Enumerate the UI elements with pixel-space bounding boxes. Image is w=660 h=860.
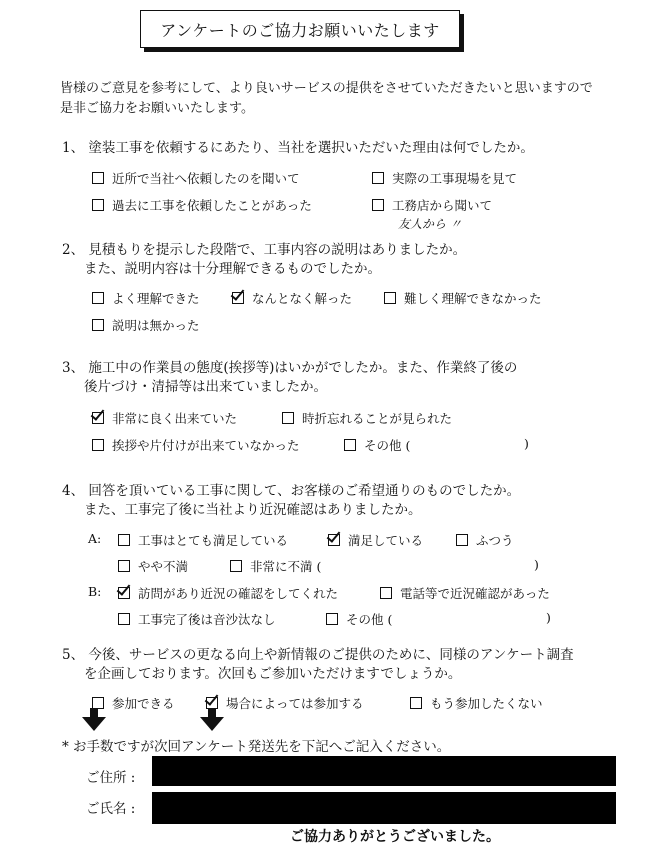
name-field-redacted[interactable]	[152, 792, 616, 824]
q2-option-1[interactable]: よく理解できた	[92, 289, 200, 307]
checkbox[interactable]	[118, 560, 130, 572]
q4-b-option-3[interactable]: 工事完了後は音沙汰なし	[118, 610, 276, 628]
q1-handwritten-note: 友人から 〃	[398, 217, 462, 231]
address-label: ご住所 :	[86, 770, 136, 786]
checkbox[interactable]	[118, 613, 130, 625]
q3-option-other[interactable]: その他 (	[344, 436, 410, 454]
q1-label: 1、 塗装工事を依頼するにあたり、当社を選択いただいた理由は何でしたか。	[62, 140, 534, 156]
checkbox-checked[interactable]	[118, 587, 130, 599]
intro-line-1: 皆様のご意見を参考にして、より良いサービスの提供をさせていただきたいと思いますので	[60, 81, 593, 96]
q4-b-label: B:	[88, 584, 102, 599]
checkbox[interactable]	[372, 199, 384, 211]
q3-option-1[interactable]: 非常に良く出来ていた	[92, 409, 237, 427]
name-label: ご氏名 :	[86, 801, 136, 817]
q4-a-label: A:	[88, 531, 102, 546]
address-note: * お手数ですが次回アンケート発送先を下記へご記入ください。	[62, 739, 451, 755]
q1-option-1[interactable]: 近所で当社へ依頼したのを聞いて	[92, 169, 300, 187]
checkbox[interactable]	[92, 199, 104, 211]
q4-a-option-5-close: )	[534, 557, 539, 572]
checkbox[interactable]	[282, 412, 294, 424]
q4-a-option-1[interactable]: 工事はとても満足している	[118, 531, 288, 549]
checkbox[interactable]	[92, 172, 104, 184]
q4-a-option-4[interactable]: やや不満	[118, 557, 188, 575]
q4-b-other-close: )	[546, 610, 551, 625]
q4-a-option-3[interactable]: ふつう	[456, 531, 514, 549]
q1-option-4[interactable]: 工務店から聞いて	[372, 196, 492, 214]
checkbox[interactable]	[92, 439, 104, 451]
q1-option-3[interactable]: 過去に工事を依頼したことがあった	[92, 196, 312, 214]
q3-other-close: )	[524, 436, 529, 451]
q5-line-1: 5、 今後、サービスの更なる向上や新情報のご提供のために、同様のアンケート調査	[62, 647, 574, 663]
q2-line-1: 2、 見積もりを提示した段階で、工事内容の説明はありましたか。	[62, 242, 467, 258]
q3-option-2[interactable]: 時折忘れることが見られた	[282, 409, 452, 427]
checkbox[interactable]	[410, 697, 422, 709]
survey-title: アンケートのご協力お願いいたします	[140, 10, 460, 48]
q3-line-1: 3、 施工中の作業員の態度(挨拶等)はいかがでしたか。また、作業終了後の	[62, 360, 518, 376]
q5-option-3[interactable]: もう参加したくない	[410, 694, 543, 712]
q5-option-1[interactable]: 参加できる	[92, 694, 175, 712]
thanks-message: ご協力ありがとうございました。	[290, 829, 500, 845]
q3-line-2: 後片づけ・清掃等は出来ていましたか。	[84, 379, 327, 395]
checkbox[interactable]	[326, 613, 338, 625]
checkbox-checked[interactable]	[328, 534, 340, 546]
checkbox[interactable]	[92, 292, 104, 304]
q2-line-2: また、説明内容は十分理解できるものでしたか。	[84, 261, 381, 277]
q2-option-3[interactable]: 難しく理解できなかった	[384, 289, 542, 307]
checkbox[interactable]	[230, 560, 242, 572]
checkbox[interactable]	[384, 292, 396, 304]
checkbox[interactable]	[372, 172, 384, 184]
q4-b-option-2[interactable]: 電話等で近況確認があった	[380, 584, 550, 602]
q2-option-4[interactable]: 説明は無かった	[92, 316, 200, 334]
q5-option-2[interactable]: 場合によっては参加する	[206, 694, 364, 712]
q4-b-option-other[interactable]: その他 (	[326, 610, 392, 628]
checkbox[interactable]	[92, 319, 104, 331]
address-field-redacted[interactable]	[152, 756, 616, 786]
q5-line-2: を企画しております。次回もご参加いただけますでしょうか。	[84, 666, 462, 682]
checkbox[interactable]	[344, 439, 356, 451]
checkbox[interactable]	[118, 534, 130, 546]
q4-a-option-5[interactable]: 非常に不満 (	[230, 557, 321, 575]
checkbox-checked[interactable]	[92, 412, 104, 424]
q4-line-1: 4、 回答を頂いている工事に関して、お客様のご希望通りのものでしたか。	[62, 483, 521, 499]
checkbox[interactable]	[456, 534, 468, 546]
q4-a-option-2[interactable]: 満足している	[328, 531, 423, 549]
q3-option-3[interactable]: 挨拶や片付けが出来ていなかった	[92, 436, 300, 454]
checkbox-checked[interactable]	[232, 292, 244, 304]
q4-b-option-1[interactable]: 訪問があり近況の確認をしてくれた	[118, 584, 338, 602]
q1-option-2[interactable]: 実際の工事現場を見て	[372, 169, 517, 187]
checkbox[interactable]	[380, 587, 392, 599]
q4-line-2: また、工事完了後に当社より近況確認はありましたか。	[84, 502, 422, 518]
intro-line-2: 是非ご協力をお願いいたします。	[60, 101, 254, 116]
q2-option-2[interactable]: なんとなく解った	[232, 289, 352, 307]
